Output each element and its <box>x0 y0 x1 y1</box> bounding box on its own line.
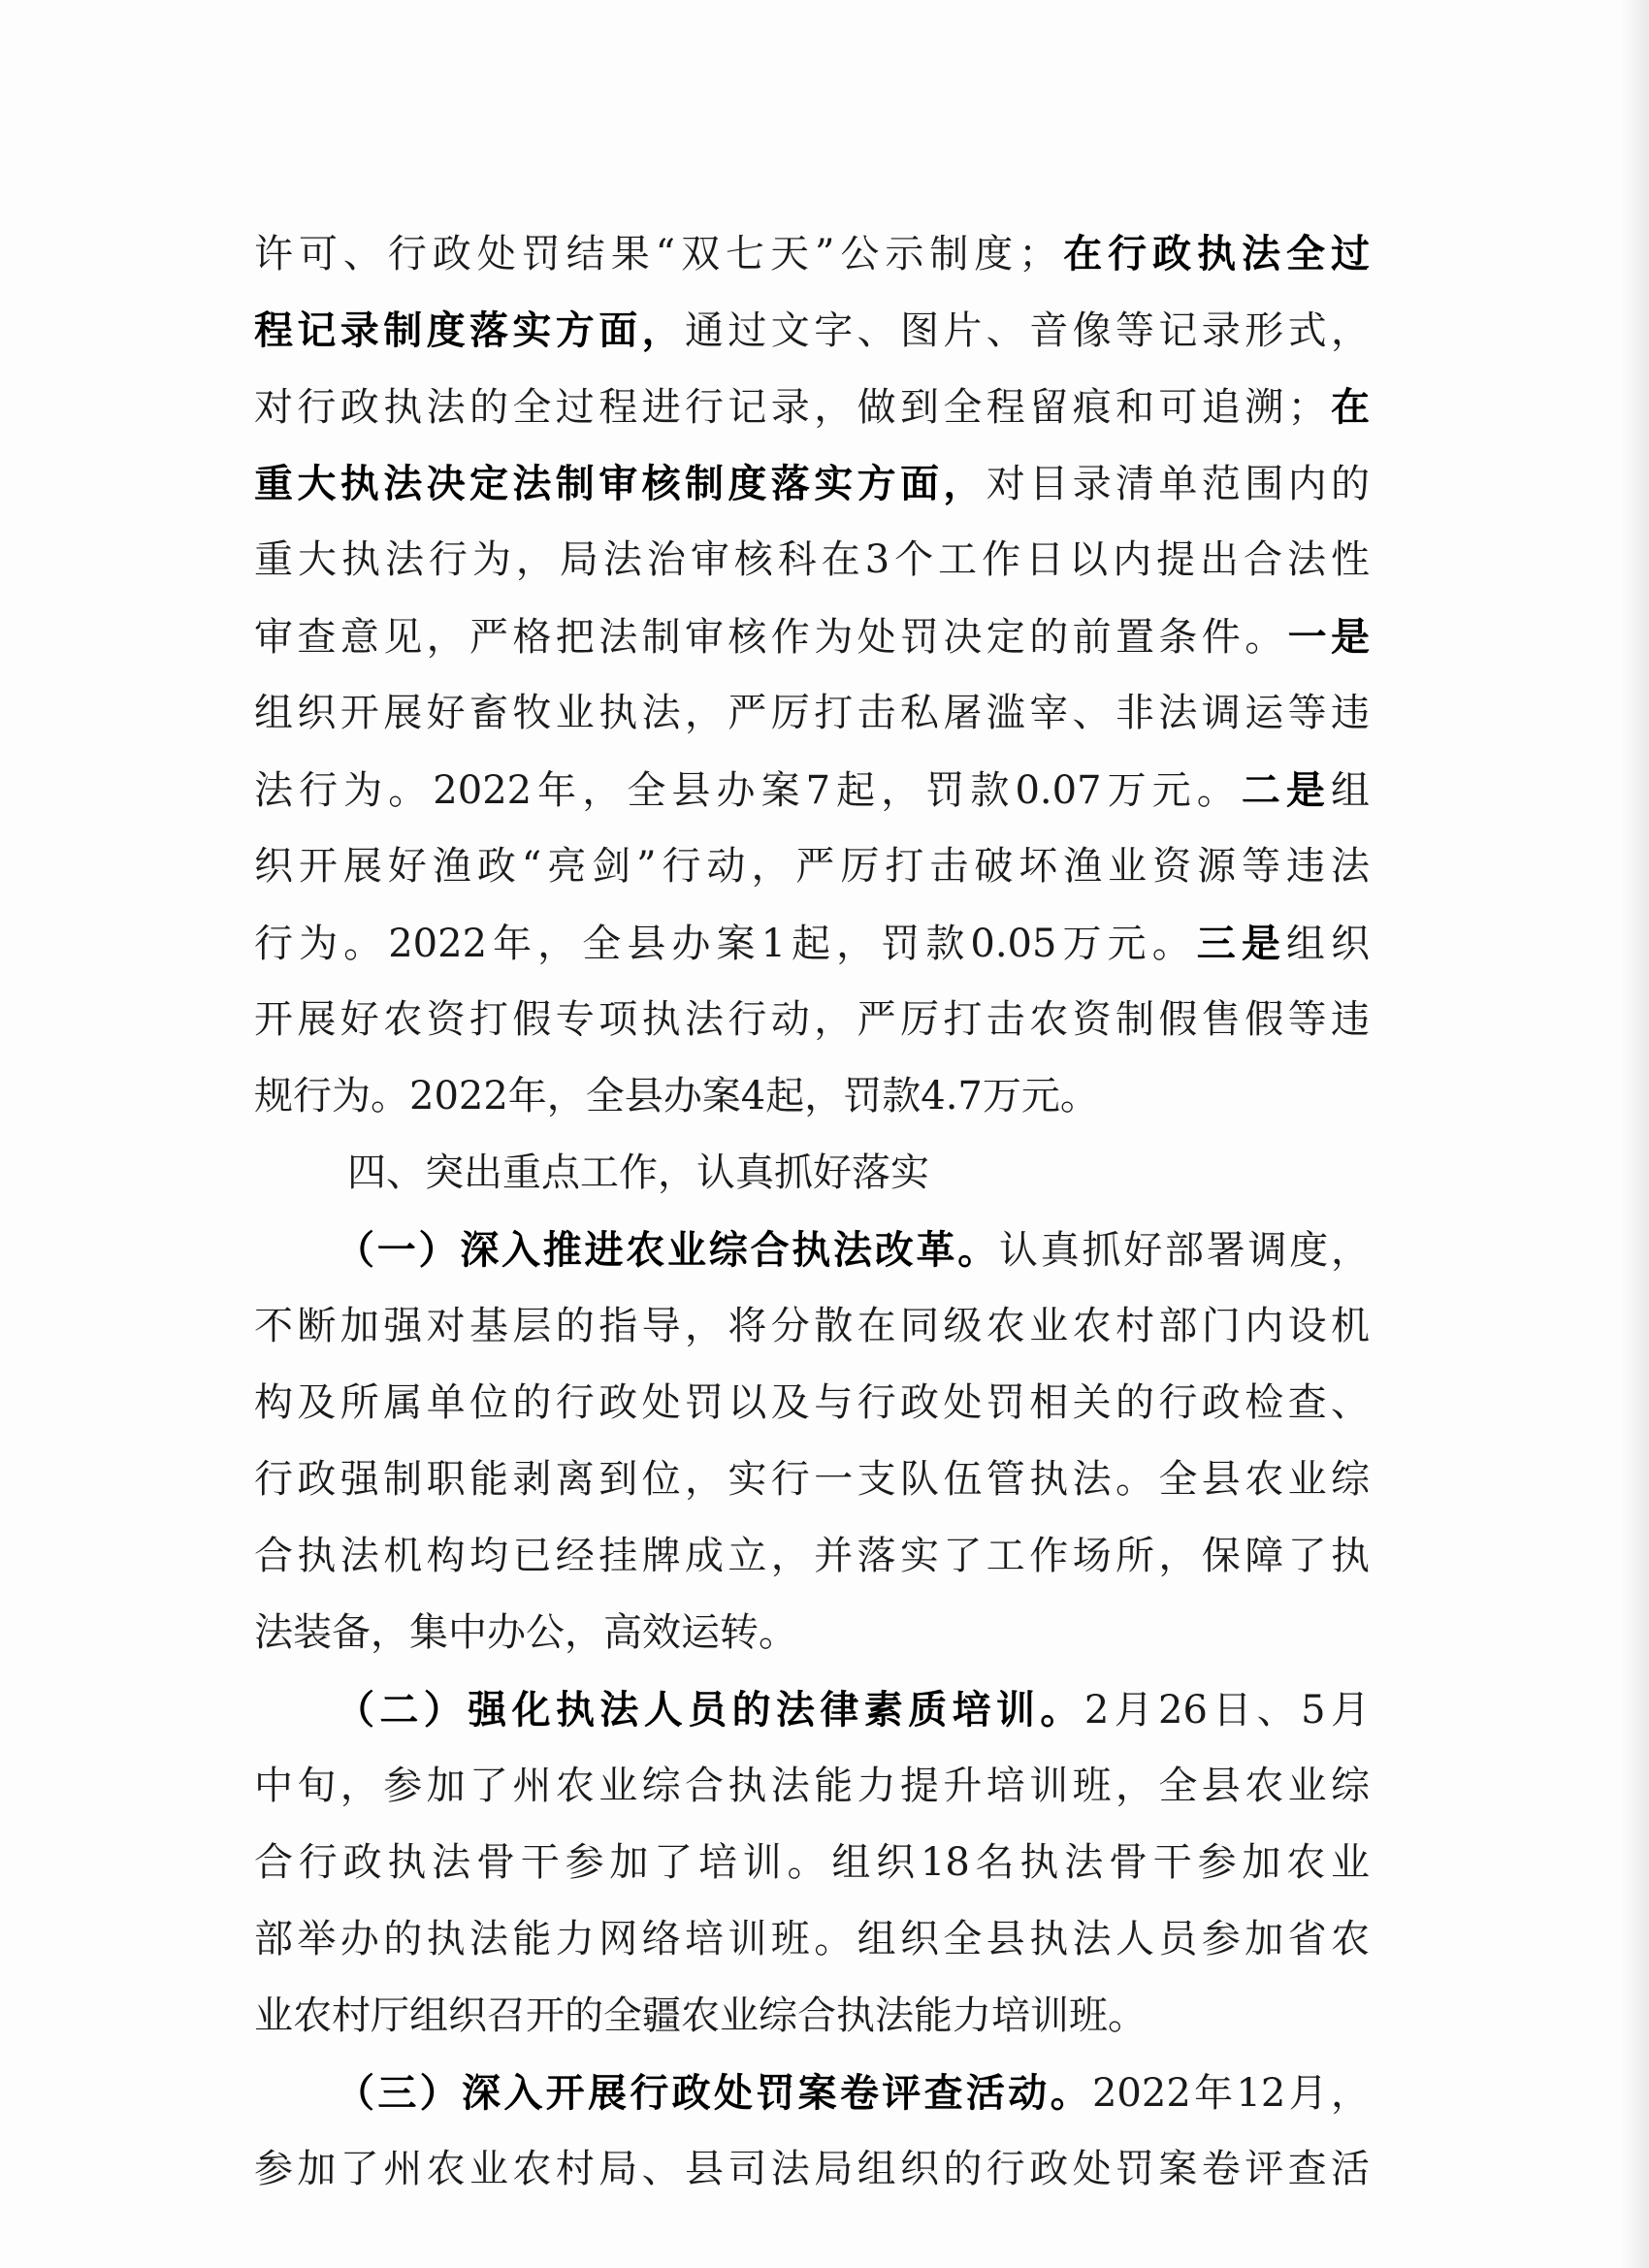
text-segment: 组 <box>1331 768 1370 813</box>
text-segment: 行政强制职能剥离到位，实行一支队伍管执法。全县农业综 <box>254 1457 1370 1502</box>
text-line <box>254 369 1370 445</box>
text-segment: 对行政执法的全过程进行记录，做到全程留痕和可追溯； <box>254 385 1327 430</box>
bold-phrase: 在行政执法全过 <box>1057 231 1370 276</box>
text-line <box>254 2055 1370 2131</box>
bold-phrase: （一）深入推进农业综合执法改革。 <box>336 1227 999 1273</box>
bold-phrase: 在 <box>1326 384 1371 430</box>
text-line <box>254 1212 1370 1288</box>
text-line <box>254 1671 1370 1748</box>
text-line <box>254 1288 1370 1365</box>
text-segment: 重大执法行为，局法治审核科在3个工作日以内提出合法性 <box>254 537 1370 582</box>
text-line <box>254 292 1370 369</box>
text-line <box>254 1595 1370 1671</box>
bold-phrase: （三）深入开展行政处罚案卷评查活动。 <box>336 2070 1092 2116</box>
bold-phrase: 二是 <box>1241 767 1331 813</box>
text-line <box>254 1518 1370 1595</box>
text-segment: 通过文字、图片、音像等记录形式， <box>685 308 1370 353</box>
bold-phrase: （二）强化执法人员的法律素质培训。 <box>336 1687 1084 1733</box>
bold-phrase: 一是 <box>1287 614 1371 660</box>
text-segment: 中旬，参加了州农业综合执法能力提升培训班，全县农业综 <box>254 1764 1370 1808</box>
text-line <box>254 1365 1370 1442</box>
text-line <box>254 445 1370 522</box>
text-segment: 行为。2022年，全县办案1起，罚款0.05万元。 <box>254 922 1197 966</box>
text-line <box>254 1058 1370 1135</box>
text-line <box>254 215 1370 292</box>
text-segment: 规行为。2022年，全县办案4起，罚款4.7万元。 <box>254 1074 1099 1118</box>
text-segment: 合行政执法骨干参加了培训。组织18名执法骨干参加农业 <box>254 1840 1370 1885</box>
text-segment: 部举办的执法能力网络培训班。组织全县执法人员参加省农 <box>254 1917 1370 1961</box>
text-line <box>254 599 1370 675</box>
bold-phrase: 程记录制度落实方面， <box>254 308 685 353</box>
section-heading <box>254 1135 1370 1212</box>
text-segment: 2022年12月， <box>1091 2071 1371 2116</box>
text-line <box>254 2131 1370 2208</box>
document-body <box>254 215 1370 2208</box>
text-segment: 法装备，集中办公，高效运转。 <box>254 1610 797 1655</box>
text-segment: 参加了州农业农村局、县司法局组织的行政处罚案卷评查活 <box>254 2147 1370 2191</box>
text-segment: 合执法机构均已经挂牌成立，并落实了工作场所，保障了执 <box>254 1534 1370 1578</box>
bold-phrase: 三是 <box>1196 921 1286 966</box>
text-segment: 构及所属单位的行政处罚以及与行政处罚相关的行政检查、 <box>254 1380 1370 1425</box>
page-edge-shadow <box>1620 0 1649 2268</box>
text-line <box>254 1748 1370 1825</box>
text-segment: 对目录清单范围内的 <box>986 462 1371 506</box>
text-line <box>254 1978 1370 2055</box>
text-line <box>254 675 1370 752</box>
text-segment: 织开展好渔政“亮剑”行动，严厉打击破坏渔业资源等违法 <box>254 844 1370 889</box>
text-segment: 四、突出重点工作，认真抓好落实 <box>347 1150 929 1195</box>
text-segment: 认真抓好部署调度， <box>999 1228 1370 1273</box>
text-line <box>254 905 1370 982</box>
text-segment: 许可、行政处罚结果“双七天”公示制度； <box>254 232 1058 276</box>
text-line <box>254 1825 1370 1901</box>
text-segment: 2月26日、5月 <box>1083 1688 1371 1733</box>
text-segment: 开展好农资打假专项执法行动，严厉打击农资制假售假等违 <box>254 997 1370 1042</box>
text-line <box>254 982 1370 1058</box>
text-line <box>254 1901 1370 1978</box>
text-line <box>254 522 1370 599</box>
text-segment: 业农村厅组织召开的全疆农业综合执法能力培训班。 <box>254 1993 1147 2038</box>
bold-phrase: 重大执法决定法制审核制度落实方面， <box>254 461 986 506</box>
text-line <box>254 752 1370 828</box>
text-segment: 审查意见，严格把法制审核作为处罚决定的前置条件。 <box>254 615 1288 660</box>
text-segment: 法行为。2022年，全县办案7起，罚款0.07万元。 <box>254 768 1242 813</box>
text-segment: 组织开展好畜牧业执法，严厉打击私屠滥宰、非法调运等违 <box>254 691 1370 735</box>
text-segment: 组织 <box>1285 922 1370 966</box>
text-line <box>254 1442 1370 1518</box>
text-segment: 不断加强对基层的指导，将分散在同级农业农村部门内设机 <box>254 1304 1370 1348</box>
text-line <box>254 828 1370 905</box>
